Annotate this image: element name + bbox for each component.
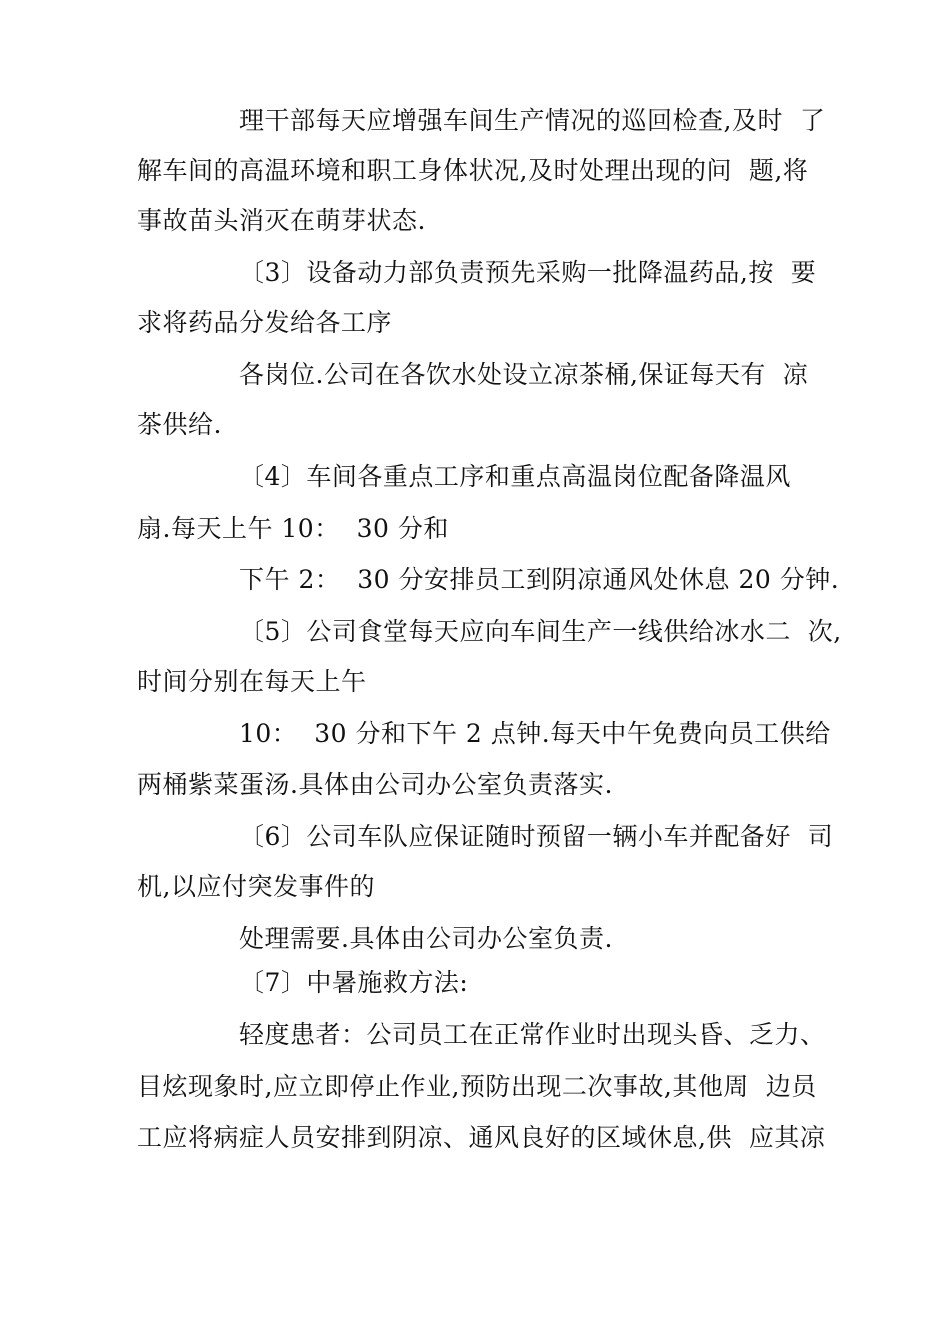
text-line: 轻度患者：公司员工在正常作业时出现头昏、乏力、: [239, 1020, 826, 1049]
text-line: 茶供给.: [137, 410, 222, 439]
text-line: 机,以应付突发事件的: [137, 872, 375, 901]
text-line: 目炫现象时,应立即停止作业,预防出现二次事故,其他周 边员: [137, 1072, 817, 1101]
text-line: 各岗位.公司在各饮水处设立凉茶桶,保证每天有 凉: [239, 360, 809, 389]
text-line: 10： 30 分和下午 2 点钟.每天中午免费向员工供给: [239, 719, 831, 748]
text-line: 事故苗头消灭在萌芽状态.: [137, 206, 426, 235]
text-line: 工应将病症人员安排到阴凉、通风良好的区域休息,供 应其凉: [137, 1123, 826, 1152]
text-line: 解车间的高温环境和职工身体状况,及时处理出现的问 题,将: [137, 156, 809, 185]
text-line: 〔7〕中暑施救方法:: [239, 968, 469, 997]
text-line: 下午 2： 30 分安排员工到阴凉通风处休息 20 分钟.: [239, 565, 840, 594]
text-line: 〔4〕车间各重点工序和重点高温岗位配备降温风: [239, 462, 791, 491]
text-line: 〔6〕公司车队应保证随时预留一辆小车并配备好 司: [239, 822, 834, 851]
text-line: 〔5〕公司食堂每天应向车间生产一线供给冰水二 次,: [239, 617, 842, 646]
text-line: 处理需要.具体由公司办公室负责.: [239, 924, 613, 953]
text-line: 理干部每天应增强车间生产情况的巡回检查,及时 了: [239, 106, 826, 135]
text-line: 〔3〕设备动力部负责预先采购一批降温药品,按 要: [239, 258, 817, 287]
text-line: 时间分别在每天上午: [137, 667, 367, 696]
text-line: 两桶紫菜蛋汤.具体由公司办公室负责落实.: [137, 770, 613, 799]
text-line: 扇.每天上午 10： 30 分和: [137, 514, 449, 543]
text-line: 求将药品分发给各工序: [137, 308, 393, 337]
